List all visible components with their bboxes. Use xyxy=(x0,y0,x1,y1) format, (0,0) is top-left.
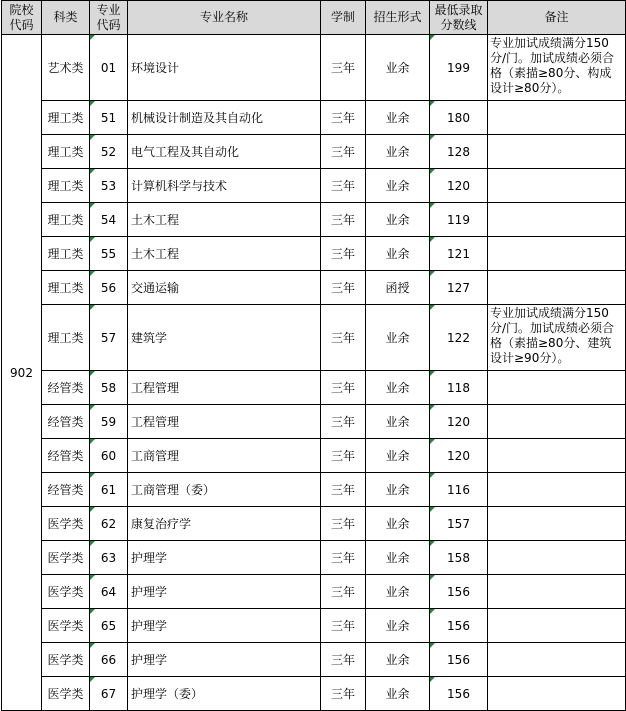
enroll-form-cell: 业余 xyxy=(366,135,430,169)
header-major-name: 专业名称 xyxy=(128,1,321,35)
duration-cell: 三年 xyxy=(321,541,366,575)
major-code-cell: 55 xyxy=(90,237,128,271)
major-code-cell: 67 xyxy=(90,677,128,711)
enroll-form-cell: 业余 xyxy=(366,439,430,473)
major-name-cell: 护理学 xyxy=(128,643,321,677)
duration-cell: 三年 xyxy=(321,271,366,305)
duration-cell: 三年 xyxy=(321,575,366,609)
major-name-cell: 建筑学 xyxy=(128,305,321,371)
major-code-cell: 58 xyxy=(90,371,128,405)
table-row xyxy=(2,271,626,305)
enroll-form-cell: 业余 xyxy=(366,371,430,405)
remarks-cell xyxy=(488,371,626,405)
min-score-cell: 180 xyxy=(430,101,488,135)
remarks-cell xyxy=(488,541,626,575)
duration-cell: 三年 xyxy=(321,405,366,439)
header-school-code: 院校 代码 xyxy=(2,1,42,35)
remarks-cell xyxy=(488,101,626,135)
table-row xyxy=(2,541,626,575)
table-row xyxy=(2,473,626,507)
min-score-cell: 127 xyxy=(430,271,488,305)
duration-cell: 三年 xyxy=(321,35,366,101)
major-code-cell: 65 xyxy=(90,609,128,643)
admission-score-table xyxy=(1,0,626,711)
category-cell: 理工类 xyxy=(42,203,90,237)
min-score-cell: 116 xyxy=(430,473,488,507)
category-cell: 理工类 xyxy=(42,237,90,271)
major-code-cell: 60 xyxy=(90,439,128,473)
min-score-cell: 156 xyxy=(430,575,488,609)
category-cell: 理工类 xyxy=(42,169,90,203)
category-cell: 经管类 xyxy=(42,439,90,473)
major-code-cell: 54 xyxy=(90,203,128,237)
enroll-form-cell: 业余 xyxy=(366,643,430,677)
major-code-cell: 61 xyxy=(90,473,128,507)
remarks-cell xyxy=(488,169,626,203)
category-cell: 艺术类 xyxy=(42,35,90,101)
category-cell: 医学类 xyxy=(42,609,90,643)
remarks-cell xyxy=(488,575,626,609)
major-code-cell: 56 xyxy=(90,271,128,305)
major-code-cell: 64 xyxy=(90,575,128,609)
major-code-cell: 63 xyxy=(90,541,128,575)
enroll-form-cell: 业余 xyxy=(366,169,430,203)
min-score-cell: 156 xyxy=(430,609,488,643)
min-score-cell: 156 xyxy=(430,677,488,711)
duration-cell: 三年 xyxy=(321,371,366,405)
remarks-cell: 专业加试成绩满分150分/门。加试成绩必须合格（素描≥80分、构成设计≥80分）。 xyxy=(488,35,626,101)
enroll-form-cell: 函授 xyxy=(366,271,430,305)
category-cell: 理工类 xyxy=(42,305,90,371)
table-row xyxy=(2,169,626,203)
remarks-cell xyxy=(488,135,626,169)
duration-cell: 三年 xyxy=(321,237,366,271)
major-name-cell: 护理学 xyxy=(128,541,321,575)
major-code-cell: 57 xyxy=(90,305,128,371)
duration-cell: 三年 xyxy=(321,203,366,237)
major-code-cell: 62 xyxy=(90,507,128,541)
major-name-cell: 工程管理 xyxy=(128,405,321,439)
major-name-cell: 环境设计 xyxy=(128,35,321,101)
table-row xyxy=(2,371,626,405)
header-duration: 学制 xyxy=(321,1,366,35)
min-score-cell: 199 xyxy=(430,35,488,101)
enroll-form-cell: 业余 xyxy=(366,575,430,609)
min-score-cell: 119 xyxy=(430,203,488,237)
category-cell: 医学类 xyxy=(42,575,90,609)
header-min-score: 最低录取 分数线 xyxy=(430,1,488,35)
remarks-cell xyxy=(488,237,626,271)
major-name-cell: 工商管理（委） xyxy=(128,473,321,507)
min-score-cell: 128 xyxy=(430,135,488,169)
duration-cell: 三年 xyxy=(321,305,366,371)
school-code-cell: 902 xyxy=(2,35,42,711)
header-category: 科类 xyxy=(42,1,90,35)
major-name-cell: 机械设计制造及其自动化 xyxy=(128,101,321,135)
major-code-cell: 59 xyxy=(90,405,128,439)
table-row xyxy=(2,101,626,135)
major-name-cell: 护理学（委） xyxy=(128,677,321,711)
duration-cell: 三年 xyxy=(321,439,366,473)
duration-cell: 三年 xyxy=(321,609,366,643)
remarks-cell xyxy=(488,203,626,237)
header-remarks: 备注 xyxy=(488,1,626,35)
remarks-cell xyxy=(488,439,626,473)
category-cell: 医学类 xyxy=(42,643,90,677)
min-score-cell: 157 xyxy=(430,507,488,541)
category-cell: 理工类 xyxy=(42,101,90,135)
enroll-form-cell: 业余 xyxy=(366,101,430,135)
category-cell: 经管类 xyxy=(42,473,90,507)
enroll-form-cell: 业余 xyxy=(366,405,430,439)
major-name-cell: 护理学 xyxy=(128,575,321,609)
table-row xyxy=(2,609,626,643)
table-row xyxy=(2,439,626,473)
major-name-cell: 计算机科学与技术 xyxy=(128,169,321,203)
enroll-form-cell: 业余 xyxy=(366,237,430,271)
header-major-code: 专业 代码 xyxy=(90,1,128,35)
major-code-cell: 01 xyxy=(90,35,128,101)
enroll-form-cell: 业余 xyxy=(366,507,430,541)
category-cell: 理工类 xyxy=(42,271,90,305)
remarks-cell xyxy=(488,507,626,541)
table-row xyxy=(2,203,626,237)
enroll-form-cell: 业余 xyxy=(366,305,430,371)
min-score-cell: 120 xyxy=(430,405,488,439)
remarks-cell xyxy=(488,473,626,507)
remarks-cell xyxy=(488,643,626,677)
duration-cell: 三年 xyxy=(321,135,366,169)
duration-cell: 三年 xyxy=(321,643,366,677)
duration-cell: 三年 xyxy=(321,677,366,711)
table-row xyxy=(2,237,626,271)
table-row xyxy=(2,405,626,439)
major-code-cell: 52 xyxy=(90,135,128,169)
major-code-cell: 51 xyxy=(90,101,128,135)
major-name-cell: 护理学 xyxy=(128,609,321,643)
major-name-cell: 土木工程 xyxy=(128,237,321,271)
min-score-cell: 120 xyxy=(430,439,488,473)
header-row xyxy=(2,1,626,35)
duration-cell: 三年 xyxy=(321,507,366,541)
category-cell: 医学类 xyxy=(42,677,90,711)
major-name-cell: 土木工程 xyxy=(128,203,321,237)
enroll-form-cell: 业余 xyxy=(366,609,430,643)
major-name-cell: 电气工程及其自动化 xyxy=(128,135,321,169)
major-name-cell: 交通运输 xyxy=(128,271,321,305)
remarks-cell xyxy=(488,271,626,305)
major-name-cell: 康复治疗学 xyxy=(128,507,321,541)
header-enroll-form: 招生形式 xyxy=(366,1,430,35)
major-name-cell: 工程管理 xyxy=(128,371,321,405)
table-body xyxy=(2,35,626,711)
table-row xyxy=(2,643,626,677)
table-row xyxy=(2,507,626,541)
duration-cell: 三年 xyxy=(321,169,366,203)
table-row xyxy=(2,575,626,609)
table-row xyxy=(2,305,626,371)
table-row xyxy=(2,35,626,101)
category-cell: 理工类 xyxy=(42,135,90,169)
enroll-form-cell: 业余 xyxy=(366,541,430,575)
category-cell: 经管类 xyxy=(42,371,90,405)
min-score-cell: 122 xyxy=(430,305,488,371)
enroll-form-cell: 业余 xyxy=(366,473,430,507)
enroll-form-cell: 业余 xyxy=(366,677,430,711)
category-cell: 医学类 xyxy=(42,541,90,575)
remarks-cell xyxy=(488,609,626,643)
min-score-cell: 118 xyxy=(430,371,488,405)
duration-cell: 三年 xyxy=(321,473,366,507)
enroll-form-cell: 业余 xyxy=(366,203,430,237)
min-score-cell: 156 xyxy=(430,643,488,677)
min-score-cell: 121 xyxy=(430,237,488,271)
duration-cell: 三年 xyxy=(321,101,366,135)
remarks-cell: 专业加试成绩满分150分/门。加试成绩必须合格（素描≥80分、建筑设计≥90分）。 xyxy=(488,305,626,371)
enroll-form-cell: 业余 xyxy=(366,35,430,101)
table-row xyxy=(2,135,626,169)
min-score-cell: 158 xyxy=(430,541,488,575)
major-code-cell: 53 xyxy=(90,169,128,203)
major-code-cell: 66 xyxy=(90,643,128,677)
major-name-cell: 工商管理 xyxy=(128,439,321,473)
min-score-cell: 120 xyxy=(430,169,488,203)
category-cell: 经管类 xyxy=(42,405,90,439)
category-cell: 医学类 xyxy=(42,507,90,541)
remarks-cell xyxy=(488,405,626,439)
